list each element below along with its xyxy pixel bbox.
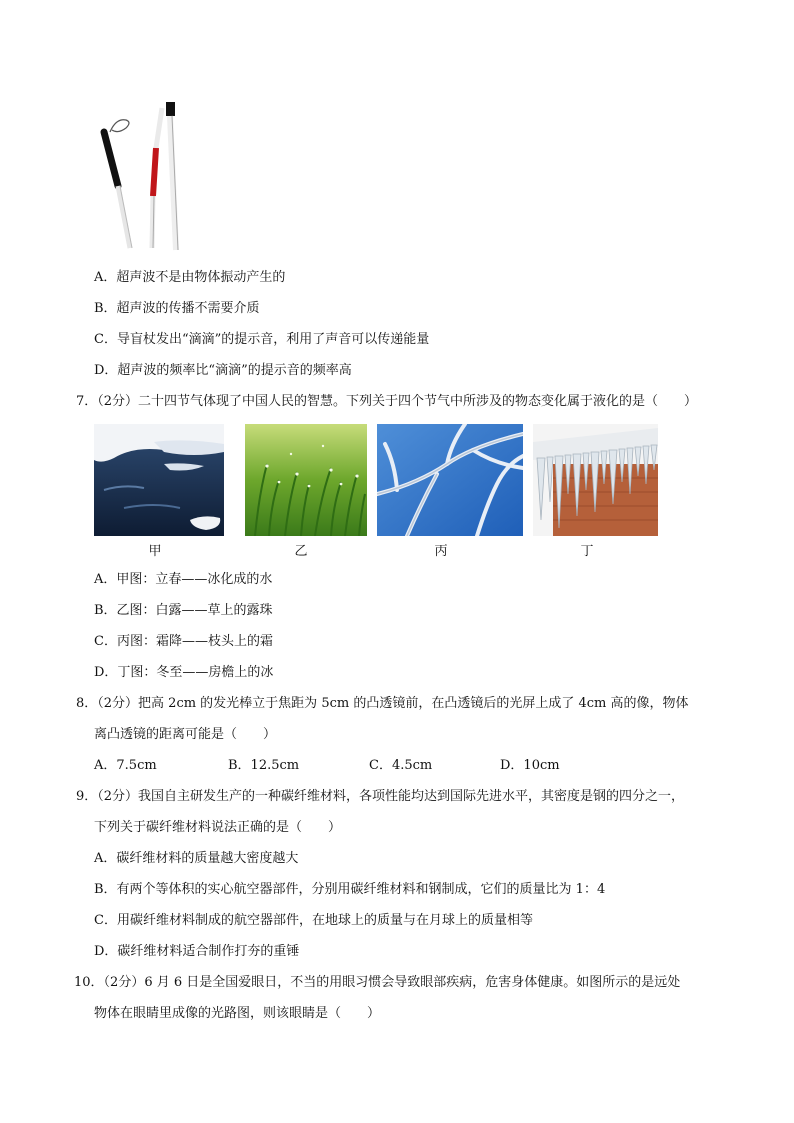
q8-option-c: C．4.5cm bbox=[369, 758, 433, 773]
caption-jia: 甲 bbox=[148, 544, 162, 559]
q6-option-a: A．超声波不是由物体振动产生的 bbox=[94, 270, 286, 285]
q7-option-a: A．甲图：立春——冰化成的水 bbox=[94, 572, 273, 587]
icicles-on-eaves-image bbox=[533, 424, 658, 536]
q8-option-a: A．7.5cm bbox=[94, 758, 157, 773]
q6-option-c: C．导盲杖发出“滴滴”的提示音，利用了声音可以传递能量 bbox=[94, 332, 430, 347]
q7-option-d: D．丁图：冬至——房檐上的冰 bbox=[94, 665, 274, 680]
q9-option-d: D．碳纤维材料适合制作打夯的重锤 bbox=[94, 944, 300, 959]
q9-stem-line2: 下列关于碳纤维材料说法正确的是（ ） bbox=[94, 820, 342, 835]
q7-option-c: C．丙图：霜降——枝头上的霜 bbox=[94, 634, 273, 649]
caption-bing: 丙 bbox=[434, 544, 448, 559]
q8-option-d: D．10cm bbox=[500, 758, 560, 773]
q9-stem-line1: 9．（2分）我国自主研发生产的一种碳纤维材料，各项性能均达到国际先进水平，其密度是钢的四分之一， bbox=[76, 789, 685, 804]
q7-stem: 7．（2分）二十四节气体现了中国人民的智慧。下列关于四个节气中所涉及的物态变化属于液化的是（ ） bbox=[76, 394, 698, 409]
q8-stem-line1: 8．（2分）把高 2cm 的发光棒立于焦距为 5cm 的凸透镜前，在凸透镜后的光屏上成了 4cm 高的像，物体 bbox=[76, 696, 689, 711]
q9-option-b: B．有两个等体积的实心航空器部件，分别用碳纤维材料和钢制成，它们的质量比为 1：4 bbox=[94, 882, 606, 897]
q6-option-b: B．超声波的传播不需要介质 bbox=[94, 301, 260, 316]
caption-yi: 乙 bbox=[294, 544, 308, 559]
ice-melting-image bbox=[94, 424, 224, 536]
frost-on-branch-image bbox=[377, 424, 523, 536]
caption-ding: 丁 bbox=[580, 544, 594, 559]
q6-option-d: D．超声波的频率比“滴滴”的提示音的频率高 bbox=[94, 363, 352, 378]
q7-option-b: B．乙图：白露——草上的露珠 bbox=[94, 603, 273, 618]
dew-on-grass-image bbox=[245, 424, 367, 536]
q9-option-c: C．用碳纤维材料制成的航空器部件，在地球上的质量与在月球上的质量相等 bbox=[94, 913, 533, 928]
blind-cane-image bbox=[96, 98, 188, 256]
q8-stem-line2: 离凸透镜的距离可能是（ ） bbox=[94, 727, 277, 742]
q8-option-b: B．12.5cm bbox=[228, 758, 300, 773]
q9-option-a: A．碳纤维材料的质量越大密度越大 bbox=[94, 851, 299, 866]
q10-stem-line2: 物体在眼睛里成像的光路图，则该眼睛是（ ） bbox=[94, 1006, 381, 1021]
q10-stem-line1: 10．（2分）6 月 6 日是全国爱眼日，不当的用眼习惯会导致眼部疾病，危害身体健康。如图所示的是远处 bbox=[74, 975, 681, 990]
